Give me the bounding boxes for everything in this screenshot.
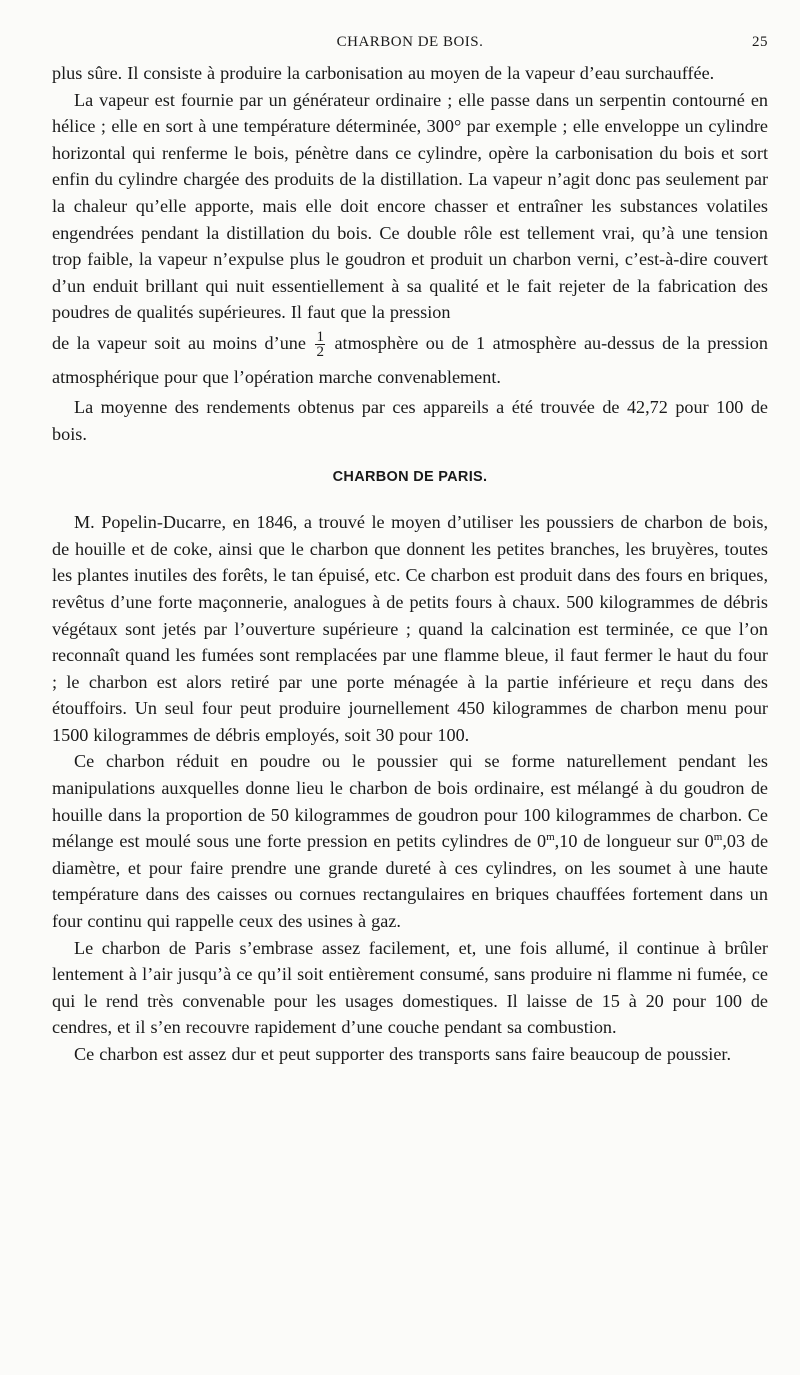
running-head [52, 34, 768, 60]
running-head-title: CHARBON DE BOIS. [336, 34, 484, 50]
paragraph-5-part-a: Ce charbon réduit en poudre ou le poussier qui se forme naturellement pendant les manipulations auxquelles donne lieu le charbon de bois ordinaire, est mélangé à du goudron de houille dans la proportion de 50 kilogrammes de goudron pour 100 kilogrammes de charbon. Ce mélange est moulé sous une forte pression en petits cylindres de 0 [52, 751, 768, 852]
fraction-numerator: 1 [316, 329, 324, 346]
page-number: 25 [752, 34, 768, 50]
section-heading: CHARBON DE PARIS. [332, 469, 488, 486]
paragraph-6: Le charbon de Paris s’embrase assez facilement, et, une fois allumé, il continue à brûler lentement à l’air jusqu’à ce qu’il soit entièrement consumé, sans produire ni flamme ni fumée, ce qui le rend très convenable pour les usages domestiques. Il laisse de 15 à 20 pour 100 de cendres, et il s’en recouvre rapidement d’une couche pendant sa combustion. [52, 937, 768, 1038]
paragraph-3: La moyenne des rendements obtenus par ces appareils a été trouvée de 42,72 pour 100 de bois. [52, 396, 768, 444]
paragraph-2-fraction-line [52, 326, 768, 394]
paragraph-5-part-c: ,03 de diamètre, et pour faire prendre une grande dureté à ces cylindres, on les soumet à une haute température dans des caisses ou cornues rectangulaires en briques chauffées fortement dans un four continu qui rappelle ceux des usines à gaz. [52, 831, 769, 932]
fraction-denominator: 2 [316, 344, 324, 361]
unit-superscript-1: m [546, 831, 555, 844]
paragraph-2: La vapeur est fournie par un générateur ordinaire ; elle passe dans un serpentin contourné en hélice ; elle en sort à une température déterminée, 300° par exemple ; elle enveloppe un cylindre horizontal qui renferme le bois, pénètre dans ce cylindre, opère la carbonisation du bois et sort enfin du cylindre chargée des produits de la distillation. La vapeur n’agit donc pas seulement par la chaleur qu’elle apporte, mais elle doit encore chasser et entraîner les substances volatiles engendrées pendant la distillation du bois. Ce double rôle est tellement vrai, qu’à une tension trop faible, la vapeur n’expulse plus le goudron et produit un charbon verni, c’est-à-dire couvert d’un enduit brillant qui nuit essentiellement à sa qualité et le fait rejeter de la fabrication des poudres de qualités supérieures. Il faut que la pression [52, 89, 768, 323]
fraction-one-half [315, 330, 325, 359]
fraction-after-text: atmosphère ou de 1 atmosphère au-dessus de la pression atmosphérique pour que l’opération marche convenablement. [52, 332, 768, 387]
fraction-before-text: de la vapeur soit au moins d’une [52, 332, 306, 353]
paragraph-7: Ce charbon est assez dur et peut supporter des transports sans faire beaucoup de poussier. [74, 1044, 732, 1064]
paragraph-4: M. Popelin-Ducarre, en 1846, a trouvé le moyen d’utiliser les poussiers de charbon de bois, de houille et de coke, ainsi que le charbon que donnent les petites branches, les bruyères, toutes les plantes inutiles des forêts, le tan épuisé, etc. Ce charbon est produit dans des fours en briques, revêtus d’une forte maçonnerie, analogues à de petits fours à chaux. 500 kilogrammes de débris végétaux sont jetés par l’ouverture supérieure ; quand la calcination est terminée, ce que l’on reconnaît quand les fumées sont remplacées par une flamme bleue, il faut fermer le haut du four ; le charbon est alors retiré par une porte ménagée à la partie inférieure et reçu dans des étouffoirs. Un seul four peut produire journellement 450 kilogrammes de charbon menu pour 1500 kilogrammes de débris employés, soit 30 pour 100. [52, 512, 768, 745]
book-page [52, 34, 768, 1068]
paragraph-5-part-b: ,10 de longueur sur 0 [554, 831, 714, 852]
paragraph-1: plus sûre. Il consiste à produire la carbonisation au moyen de la vapeur d’eau surchauffée. [52, 63, 715, 83]
paragraph-5 [52, 748, 768, 934]
unit-superscript-2: m [713, 831, 723, 844]
